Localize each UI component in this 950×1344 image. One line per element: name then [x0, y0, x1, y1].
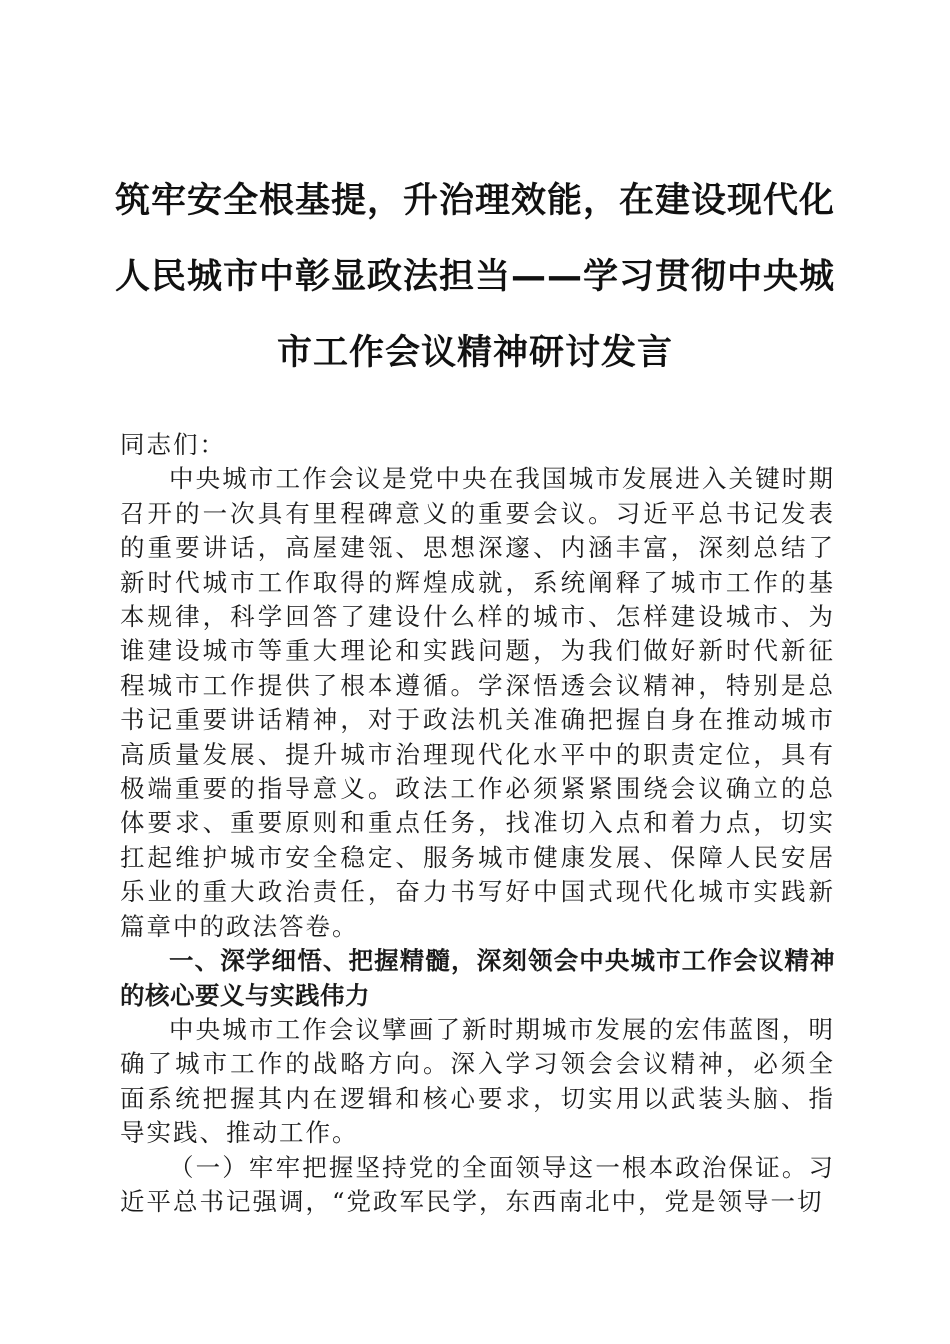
intro-paragraph: 中央城市工作会议是党中央在我国城市发展进入关键时期召开的一次具有里程碑意义的重要会议。习近平总书记发表的重要讲话，高屋建瓴、思想深邃、内涵丰富，深刻总结了新时代城市工作取得的辉煌成就，系统阐释了城市工作的基本规律，科学回答了建设什么样的城市、怎样建设城市、为谁建设城市等重大理论和实践问题，为我们做好新时代新征程城市工作提供了根本遵循。学深悟透会议精神，特别是总书记重要讲话精神，对于政法机关准确把握自身在推动城市高质量发展、提升城市治理现代化水平中的职责定位，具有极端重要的指导意义。政法工作必须紧紧围绕会议确立的总体要求、重要原则和重点任务，找准切入点和着力点，切实扛起维护城市安全稳定、服务城市健康发展、保障人民安居乐业的重大政治责任，奋力书写好中国式现代化城市实践新篇章中的政法答卷。 — [120, 464, 835, 941]
salutation: 同志们： — [120, 430, 226, 459]
section-heading: 一、深学细悟、把握精髓，深刻领会中央城市工作会议精神的核心要义与实践伟力 — [120, 946, 835, 1010]
section-paragraph: 中央城市工作会议擘画了新时期城市发展的宏伟蓝图，明确了城市工作的战略方向。深入学习领会会议精神，必须全面系统把握其内在逻辑和核心要求，切实用以武装头脑、指导实践、推动工作。 — [120, 1014, 835, 1148]
title-line: 人民城市中彰显政法担当——学习贯彻中央城 — [114, 257, 835, 297]
document-body — [120, 428, 835, 1219]
document-title — [110, 163, 840, 391]
subsection-text: 习近平总书记强调，“党政军民学，东西南北中，党是领导一切 — [120, 1152, 835, 1216]
subsection-paragraph — [120, 1151, 835, 1220]
title-line: 市工作会议精神研讨发言 — [276, 333, 673, 373]
subsection-heading: （一）牢牢把握坚持党的全面领导这一根本政治保证。 — [169, 1152, 809, 1182]
title-line: 筑牢安全根基提，升治理效能，在建设现代化 — [114, 181, 835, 221]
